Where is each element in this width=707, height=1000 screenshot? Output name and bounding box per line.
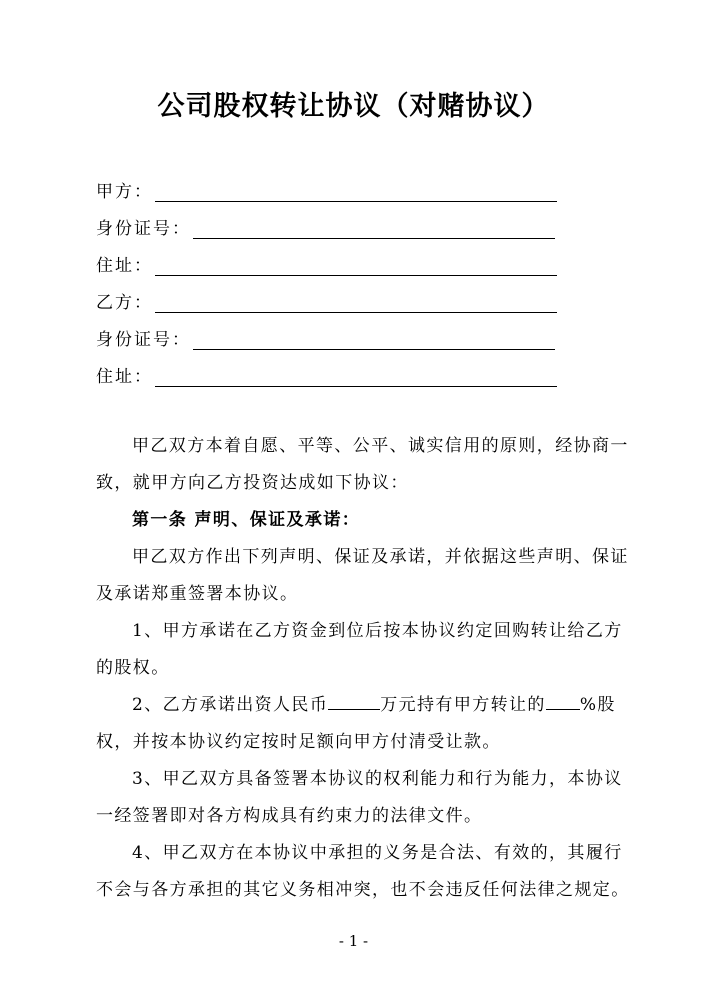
party-b-id-blank <box>193 331 555 350</box>
page-number: - 1 - <box>338 932 369 950</box>
article-1-item-2 <box>96 687 636 761</box>
party-a-address-blank <box>155 257 557 276</box>
party-a-blank <box>155 183 557 202</box>
party-a-id-blank <box>193 220 555 239</box>
party-b-address-field <box>96 363 557 387</box>
amount-blank <box>328 693 380 710</box>
item-2-text-a: 2、乙方承诺出资人民币 <box>132 695 329 715</box>
document-title: 公司股权转让协议（对赌协议） <box>157 91 550 122</box>
party-a-field <box>96 178 557 202</box>
party-b-address-label: 住址： <box>96 367 153 387</box>
party-b-id-field <box>96 326 555 350</box>
article-1-intro: 甲乙双方作出下列声明、保证及承诺，并依据这些声明、保证及承诺郑重签署本协议。 <box>96 547 629 604</box>
party-b-label: 乙方： <box>96 293 153 313</box>
article-1-item-4: 4、甲乙双方在本协议中承担的义务是合法、有效的，其履行不会与各方承担的其它义务相冲突，也不会违反任何法律之规定。 <box>96 843 630 900</box>
article-1-item-3: 3、甲乙双方具备签署本协议的权利能力和行为能力，本协议一经签署即对各方构成具有约束力的法律文件。 <box>96 769 623 826</box>
agreement-body <box>96 428 636 909</box>
party-b-id-label: 身份证号： <box>96 330 191 350</box>
party-b-field <box>96 289 557 313</box>
party-b-blank <box>155 294 557 313</box>
percent-blank <box>546 693 580 710</box>
article-1-item-1: 1、甲方承诺在乙方资金到位后按本协议约定回购转让给乙方的股权。 <box>96 621 623 678</box>
preamble-paragraph: 甲乙双方本着自愿、平等、公平、诚实信用的原则，经协商一致，就甲方向乙方投资达成如下协议： <box>96 436 629 493</box>
party-b-address-blank <box>155 368 557 387</box>
party-a-address-field <box>96 252 557 276</box>
party-a-address-label: 住址： <box>96 256 153 276</box>
party-a-id-field <box>96 215 555 239</box>
party-a-label: 甲方： <box>96 182 153 202</box>
item-2-text-c: %股权，并按本协议约定按时足额向甲方付清受让款。 <box>96 695 616 752</box>
article-1-heading: 第一条 声明、保证及承诺： <box>132 510 361 530</box>
party-a-id-label: 身份证号： <box>96 219 191 239</box>
item-2-text-b: 万元持有甲方转让的 <box>380 695 546 715</box>
